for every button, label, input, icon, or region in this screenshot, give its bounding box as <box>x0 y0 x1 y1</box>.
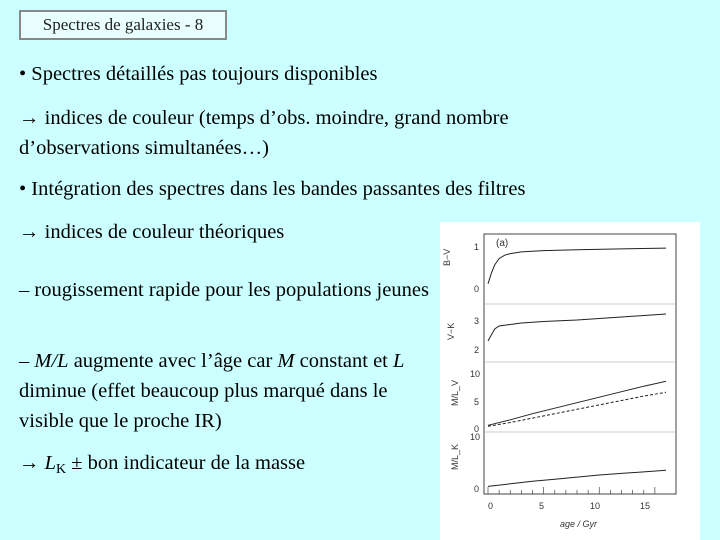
tick-bv-1: 1 <box>474 242 480 252</box>
tick-mlv-5: 5 <box>474 397 480 407</box>
tick-mlk-10: 10 <box>470 432 481 442</box>
tick-vk-3: 3 <box>474 316 480 326</box>
bullet-spectra-integration: • Intégration des spectres dans les bandes passantes des filtres <box>19 178 526 200</box>
xtick-0: 0 <box>488 501 494 511</box>
series-line-4 <box>488 470 666 486</box>
arrow-theoretical-indices: → indices de couleur théoriques <box>19 221 285 243</box>
xtick-15: 15 <box>640 501 651 511</box>
series-line-3 <box>488 392 666 426</box>
series-line-2 <box>488 381 666 425</box>
ylabel-bv: B−V <box>442 248 452 266</box>
xtick-10: 10 <box>590 501 601 511</box>
slide-title: Spectres de galaxies - 8 <box>19 10 227 40</box>
ylabel-mlv: M/L_V <box>450 379 460 406</box>
ylabel-vk: V−K <box>446 322 456 340</box>
tick-mlv-0: 0 <box>474 424 480 434</box>
tick-vk-2: 2 <box>474 345 480 355</box>
series-line-0 <box>488 248 666 284</box>
tick-bv-0: 0 <box>474 284 480 294</box>
color-evolution-figure <box>440 222 700 540</box>
tick-mlv-10: 10 <box>470 369 481 379</box>
xtick-5: 5 <box>539 501 545 511</box>
arrow-mass-indicator: → $L_K$ ± bon indicateur de la masse <box>19 452 306 477</box>
panel-label: (a) <box>496 238 509 249</box>
arrow-color-indices: → indices de couleur (temps d’obs. moindre, grand nombre d’observations simultanées…) <box>19 107 509 159</box>
dash-reddening: – rougissement rapide pour les populations jeunes <box>19 279 429 301</box>
ylabel-mlk: M/L_K <box>450 443 460 470</box>
bullet-spectra-availability: • Spectres détaillés pas toujours disponibles <box>19 63 378 85</box>
evolution-plot <box>440 222 700 540</box>
plot-frame <box>484 234 676 494</box>
series-line-1 <box>488 314 666 341</box>
tick-mlk-0: 0 <box>474 484 480 494</box>
dash-mass-to-light: – M/L augmente avec l’âge car M constant et L diminue (effet beaucoup plus marqué dans le visible que le proche IR) <box>19 350 405 432</box>
x-axis-label: age / Gyr <box>560 519 598 529</box>
